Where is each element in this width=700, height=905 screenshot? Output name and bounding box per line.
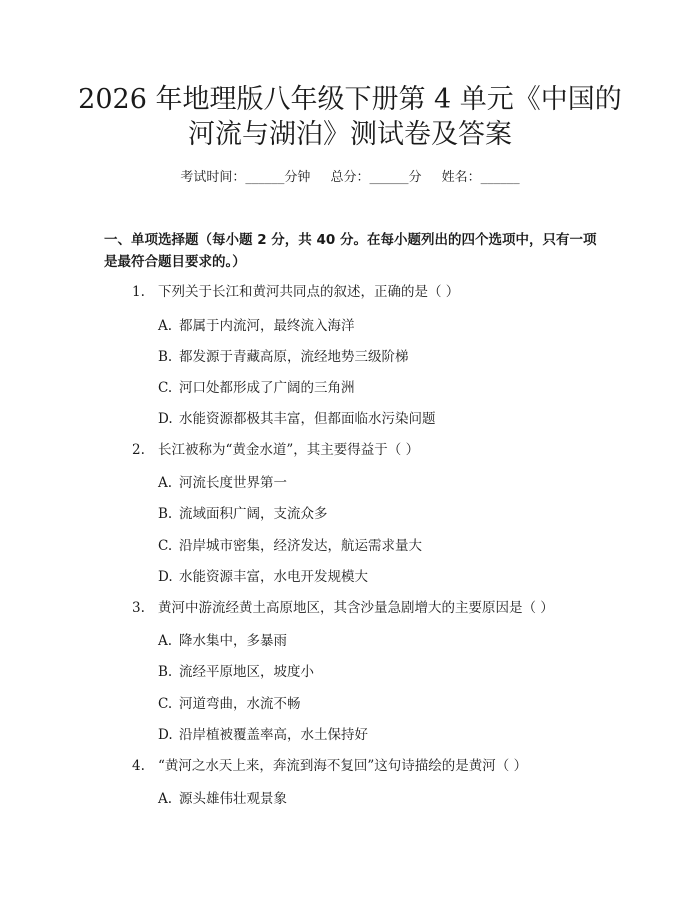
question-4-option-a[interactable] (158, 790, 287, 808)
option-letter: A. (158, 633, 173, 649)
question-number: 4. (132, 758, 145, 774)
question-text: “黄河之水天上来，奔流到海不复回”这句诗描绘的是黄河（ ） (158, 758, 528, 774)
question-3-option-c[interactable] (158, 695, 301, 713)
option-text: 沿岸城市密集，经济发达，航运需求量大 (179, 538, 422, 554)
option-text: 河流长度世界第一 (179, 475, 287, 491)
option-text: 河道弯曲，水流不畅 (179, 696, 301, 712)
option-letter: A. (158, 475, 173, 491)
option-text: 流经平原地区，坡度小 (179, 664, 314, 680)
question-1-option-b[interactable] (158, 348, 409, 366)
exam-score-field: 总分：______分 (330, 170, 422, 185)
question-text: 黄河中游流经黄土高原地区，其含沙量急剧增大的主要原因是（ ） (158, 600, 554, 616)
question-number: 1. (132, 284, 145, 300)
option-letter: D. (158, 727, 173, 743)
exam-time-field: 考试时间：______分钟 (180, 170, 311, 185)
option-letter: D. (158, 569, 173, 585)
question-text: 下列关于长江和黄河共同点的叙述，正确的是（ ） (158, 284, 460, 300)
question-1-option-c[interactable] (158, 379, 355, 397)
question-4 (132, 757, 527, 775)
option-text: 源头雄伟壮观景象 (179, 791, 287, 807)
question-2-option-c[interactable] (158, 537, 422, 555)
option-letter: C. (158, 696, 173, 712)
question-1-option-d[interactable] (158, 410, 436, 428)
question-3 (132, 599, 554, 617)
option-text: 水能资源都极其丰富，但都面临水污染问题 (179, 411, 436, 427)
question-3-option-a[interactable] (158, 632, 287, 650)
page-title-line-2: 河流与湖泊》测试卷及答案 (188, 119, 512, 150)
exam-info-row (0, 169, 700, 187)
option-letter: B. (158, 506, 173, 522)
option-letter: D. (158, 411, 173, 427)
question-3-option-d[interactable] (158, 726, 368, 744)
option-letter: A. (158, 318, 173, 334)
option-text: 都发源于青藏高原，流经地势三级阶梯 (179, 349, 409, 365)
option-text: 河口处都形成了广阔的三角洲 (179, 380, 355, 396)
exam-name-field: 姓名：______ (441, 170, 520, 185)
option-letter: B. (158, 664, 173, 680)
option-text: 沿岸植被覆盖率高，水土保持好 (179, 727, 368, 743)
option-text: 降水集中，多暴雨 (179, 633, 287, 649)
section-1-header: 一、单项选择题（每小题 2 分，共 40 分。在每小题列出的四个选项中，只有一项是最符合题目要求的。） (104, 232, 597, 270)
option-letter: C. (158, 538, 173, 554)
question-3-option-b[interactable] (158, 663, 314, 681)
question-2-option-b[interactable] (158, 505, 328, 523)
question-1-option-a[interactable] (158, 317, 355, 335)
question-2-option-a[interactable] (158, 474, 287, 492)
question-2 (132, 441, 419, 459)
page-title-line-1: 2026 年地理版八年级下册第 4 单元《中国的 (78, 84, 622, 115)
question-number: 2. (132, 442, 145, 458)
question-number: 3. (132, 600, 145, 616)
option-letter: C. (158, 380, 173, 396)
option-letter: B. (158, 349, 173, 365)
question-2-option-d[interactable] (158, 568, 368, 586)
question-text: 长江被称为“黄金水道”，其主要得益于（ ） (158, 442, 420, 458)
option-text: 流域面积广阔，支流众多 (179, 506, 328, 522)
option-text: 水能资源丰富，水电开发规模大 (179, 569, 368, 585)
question-1 (132, 283, 459, 301)
option-text: 都属于内流河，最终流入海洋 (179, 318, 355, 334)
option-letter: A. (158, 791, 173, 807)
